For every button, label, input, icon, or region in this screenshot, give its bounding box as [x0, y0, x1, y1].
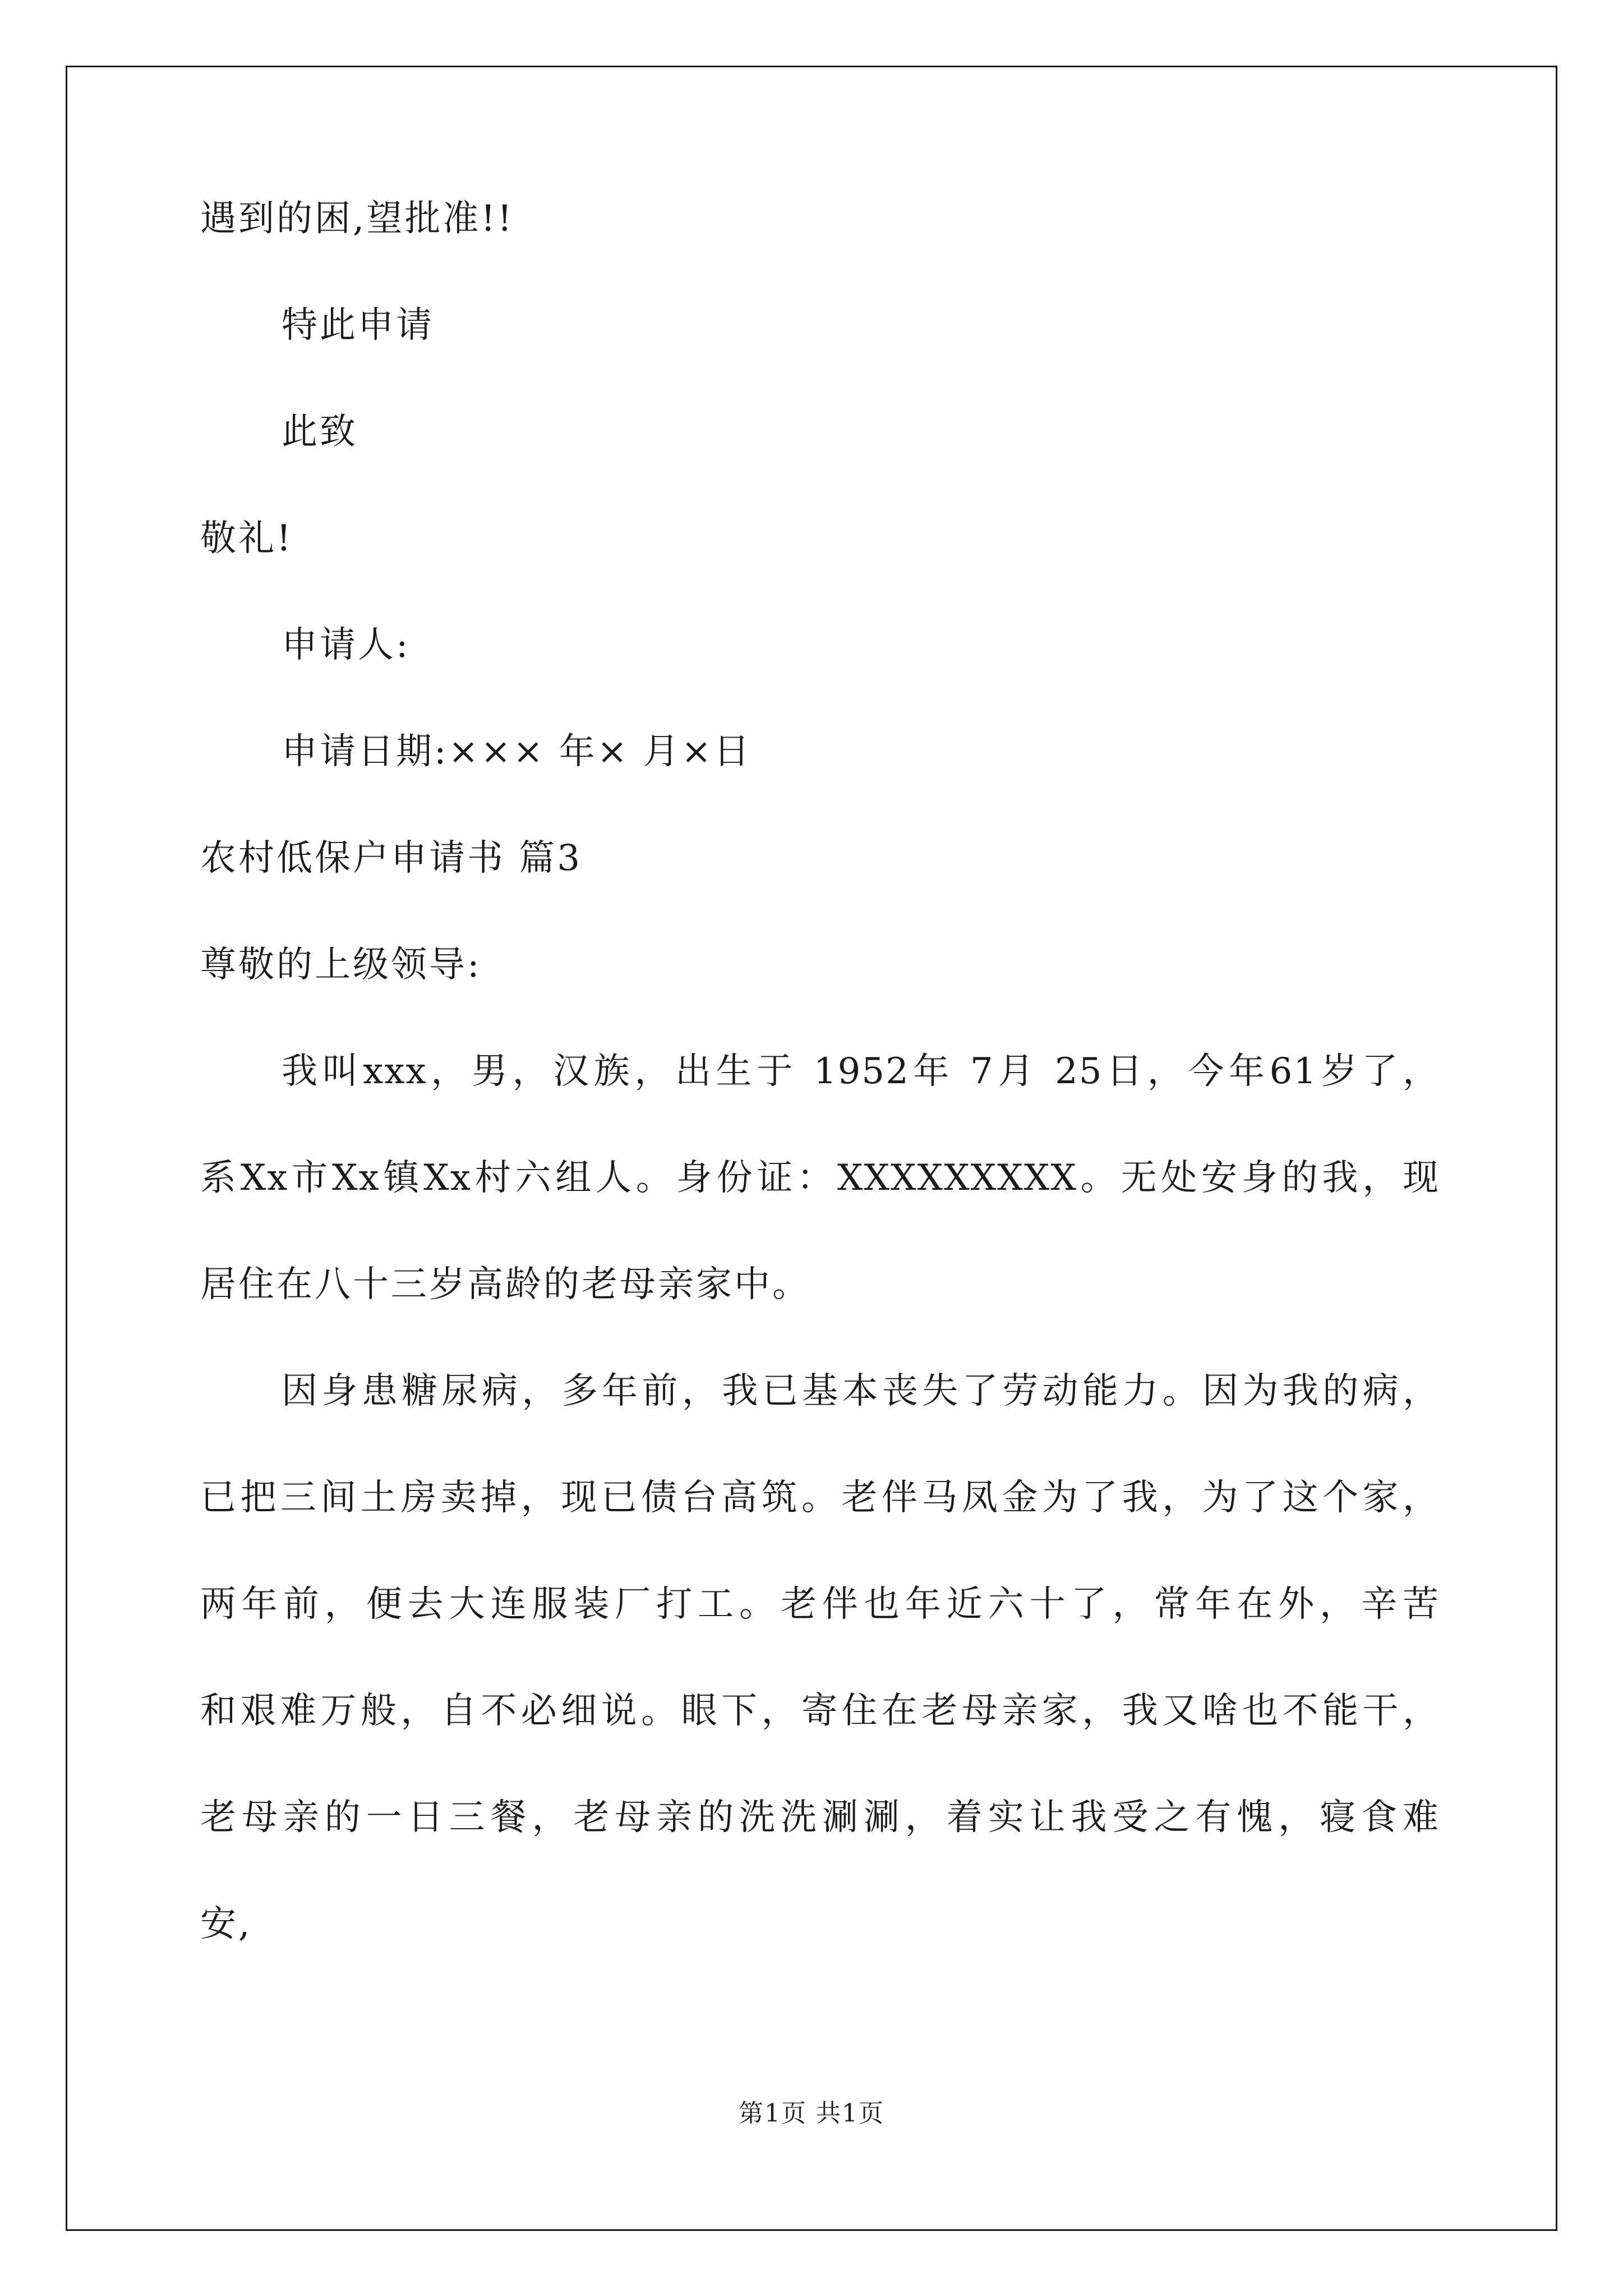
regards-line: 敬礼! [200, 518, 293, 559]
paragraph-line: 老母亲的一日三餐，老母亲的洗洗涮涮，着实让我受之有愧，寝食难 [200, 1797, 1440, 1838]
paragraph-line: 安, [200, 1903, 252, 1945]
salutation-line: 此致 [282, 411, 358, 453]
paragraph-line: 居住在八十三岁高龄的老母亲家中。 [200, 1264, 810, 1305]
applicant-line: 申请人: [282, 624, 411, 666]
page-footer: 第1页 共1页 [739, 2099, 884, 2128]
paragraph-line: 两年前，便去大连服装厂打工。老伴也年近六十了，常年在外，辛苦 [200, 1584, 1440, 1625]
section-title: 农村低保户申请书 篇3 [200, 838, 583, 879]
greeting-line: 尊敬的上级领导: [200, 944, 482, 986]
paragraph-line: 我叫xxx，男，汉族，出生于 1952年 7月 25日，今年61岁了， [282, 1051, 1440, 1092]
paragraph-line: 系Xx市Xx镇Xx村六组人。身份证：XXXXXXXXX。无处安身的我，现 [200, 1157, 1440, 1199]
page-border [66, 66, 1557, 2231]
paragraph-line: 因身患糖尿病，多年前，我已基本丧失了劳动能力。因为我的病， [282, 1370, 1440, 1412]
paragraph-line: 和艰难万般，自不必细说。眼下，寄住在老母亲家，我又啥也不能干， [200, 1690, 1440, 1732]
special-request-line: 特此申请 [282, 305, 434, 346]
closing-line: 遇到的困,望批准!! [200, 198, 514, 240]
application-date-line: 申请日期:××× 年× 月×日 [282, 731, 752, 772]
paragraph-line: 已把三间土房卖掉，现已债台高筑。老伴马凤金为了我，为了这个家， [200, 1477, 1440, 1519]
